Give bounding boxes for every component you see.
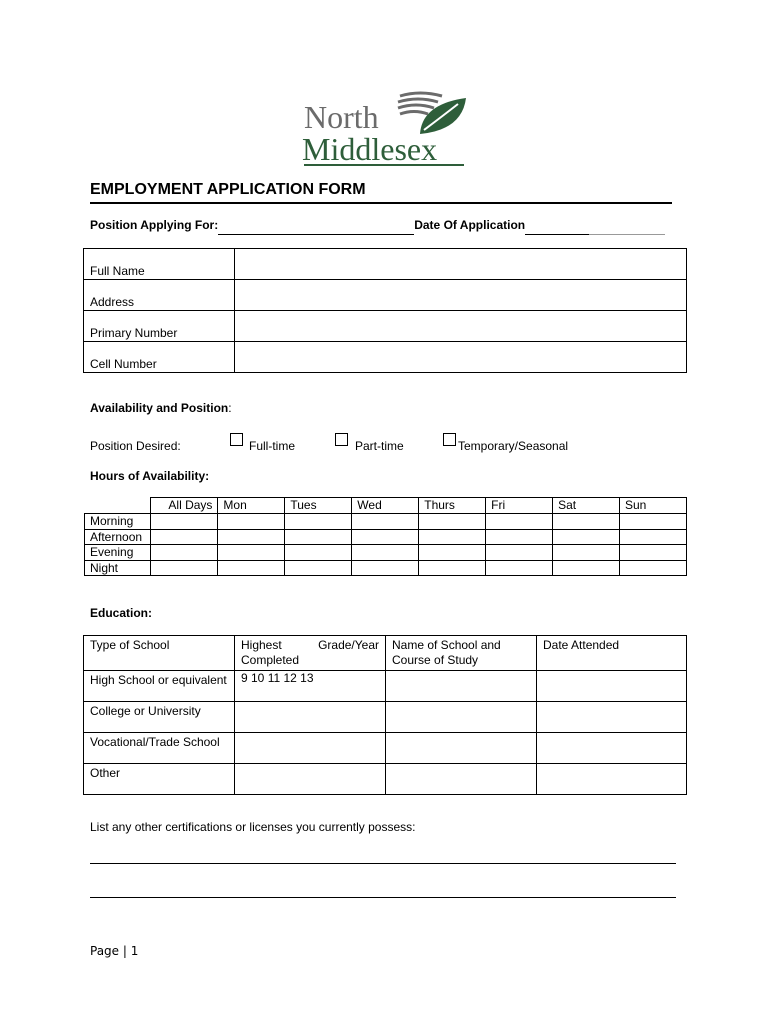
- hours-row-morning: [85, 514, 687, 530]
- col-sun: Sun: [620, 498, 687, 514]
- logo-word-north: North: [304, 99, 379, 135]
- col-all-days: All Days: [151, 498, 218, 514]
- row-type-other: Other: [84, 764, 235, 795]
- header-type-of-school: Type of School: [84, 636, 235, 671]
- grade-options[interactable]: 9 10 11 12 13: [235, 671, 386, 702]
- hours-cell[interactable]: [486, 545, 553, 561]
- hours-cell[interactable]: [620, 529, 687, 545]
- school-name-cell[interactable]: [386, 733, 537, 764]
- date-of-application-label: Date Of Application: [414, 218, 526, 232]
- hours-cell[interactable]: [419, 529, 486, 545]
- header-grade-completed: Completed: [241, 653, 300, 667]
- header-date-attended: Date Attended: [537, 636, 687, 671]
- temporary-seasonal-label: Temporary/Seasonal: [458, 439, 569, 453]
- cell-number-label: Cell Number: [84, 342, 235, 373]
- primary-number-label: Primary Number: [84, 311, 235, 342]
- hours-cell[interactable]: [352, 545, 419, 561]
- hours-row-night: [85, 560, 687, 576]
- school-name-cell[interactable]: [386, 702, 537, 733]
- form-title-row: [90, 180, 672, 204]
- education-row: [84, 702, 687, 733]
- hours-table: [84, 497, 687, 576]
- row-type-high-school: High School or equivalent: [84, 671, 235, 702]
- education-row: [84, 671, 687, 702]
- table-row: [84, 342, 687, 373]
- hours-cell[interactable]: [620, 514, 687, 530]
- north-middlesex-logo: [302, 90, 472, 168]
- col-wed: Wed: [352, 498, 419, 514]
- logo-graphic: [302, 90, 472, 168]
- position-applying-field[interactable]: [218, 220, 414, 235]
- position-date-row: [90, 218, 665, 235]
- hours-cell[interactable]: [151, 545, 218, 561]
- hours-cell[interactable]: [218, 545, 285, 561]
- certifications-line-2[interactable]: [90, 897, 676, 898]
- hours-cell[interactable]: [419, 560, 486, 576]
- row-type-college: College or University: [84, 702, 235, 733]
- grade-cell[interactable]: [235, 733, 386, 764]
- header-school-name: Name of School and Course of Study: [386, 636, 537, 671]
- hours-cell[interactable]: [352, 560, 419, 576]
- primary-number-field[interactable]: [235, 311, 687, 342]
- education-row: [84, 733, 687, 764]
- hours-cell[interactable]: [553, 514, 620, 530]
- hours-cell[interactable]: [285, 529, 352, 545]
- header-grade: [235, 636, 386, 671]
- education-header-row: [84, 636, 687, 671]
- temporary-seasonal-checkbox[interactable]: [443, 433, 456, 446]
- hours-cell[interactable]: [285, 545, 352, 561]
- hours-cell[interactable]: [218, 529, 285, 545]
- school-name-cell[interactable]: [386, 671, 537, 702]
- grade-cell[interactable]: [235, 764, 386, 795]
- hours-cell[interactable]: [486, 529, 553, 545]
- education-row: [84, 764, 687, 795]
- position-applying-label: Position Applying For:: [90, 218, 219, 232]
- school-name-cell[interactable]: [386, 764, 537, 795]
- row-label-afternoon: Afternoon: [85, 529, 151, 545]
- col-thurs: Thurs: [419, 498, 486, 514]
- hours-cell[interactable]: [620, 560, 687, 576]
- hours-cell[interactable]: [218, 560, 285, 576]
- availability-heading-row: [90, 401, 232, 415]
- header-grade-highest: Highest: [241, 638, 282, 652]
- hours-cell[interactable]: [151, 514, 218, 530]
- hours-row-evening: [85, 545, 687, 561]
- hours-cell[interactable]: [352, 514, 419, 530]
- hours-header-row: [85, 498, 687, 514]
- hours-cell[interactable]: [553, 545, 620, 561]
- certifications-prompt: List any other certifications or licenses you currently possess:: [90, 820, 416, 834]
- hours-cell[interactable]: [151, 560, 218, 576]
- availability-heading-colon: :: [228, 401, 232, 415]
- col-fri: Fri: [486, 498, 553, 514]
- hours-cell[interactable]: [486, 560, 553, 576]
- hours-cell[interactable]: [553, 560, 620, 576]
- hours-cell[interactable]: [419, 545, 486, 561]
- hours-row-afternoon: [85, 529, 687, 545]
- hours-cell[interactable]: [620, 545, 687, 561]
- hours-cell[interactable]: [151, 529, 218, 545]
- date-of-application-field[interactable]: [525, 220, 589, 235]
- hours-cell[interactable]: [486, 514, 553, 530]
- hours-corner-cell: [85, 498, 151, 514]
- row-label-evening: Evening: [85, 545, 151, 561]
- full-time-label: Full-time: [249, 439, 296, 453]
- logo-word-middlesex: Middlesex: [302, 131, 438, 167]
- education-heading: Education:: [90, 606, 152, 620]
- header-grade-year: Grade/Year: [318, 638, 379, 652]
- full-name-label: Full Name: [84, 249, 235, 280]
- full-time-checkbox[interactable]: [230, 433, 243, 446]
- address-field[interactable]: [235, 280, 687, 311]
- date-attended-cell[interactable]: [537, 702, 687, 733]
- date-attended-cell[interactable]: [537, 671, 687, 702]
- page-number: Page | 1: [90, 944, 139, 958]
- form-title: EMPLOYMENT APPLICATION FORM: [90, 181, 366, 198]
- date-of-application-field-tail: [589, 220, 665, 235]
- row-label-night: Night: [85, 560, 151, 576]
- hours-cell[interactable]: [553, 529, 620, 545]
- table-row: [84, 249, 687, 280]
- date-attended-cell[interactable]: [537, 764, 687, 795]
- cell-number-field[interactable]: [235, 342, 687, 373]
- table-row: [84, 311, 687, 342]
- col-mon: Mon: [218, 498, 285, 514]
- col-sat: Sat: [553, 498, 620, 514]
- availability-heading: Availability and Position: [90, 401, 229, 415]
- position-desired-label: Position Desired:: [90, 439, 181, 453]
- hours-cell[interactable]: [419, 514, 486, 530]
- row-label-morning: Morning: [85, 514, 151, 530]
- education-table: [83, 635, 687, 795]
- part-time-checkbox[interactable]: [335, 433, 348, 446]
- full-name-field[interactable]: [235, 249, 687, 280]
- part-time-label: Part-time: [355, 439, 404, 453]
- row-type-vocational: Vocational/Trade School: [84, 733, 235, 764]
- address-label: Address: [84, 280, 235, 311]
- hours-cell[interactable]: [218, 514, 285, 530]
- personal-info-table: [83, 248, 687, 373]
- col-tues: Tues: [285, 498, 352, 514]
- date-attended-cell[interactable]: [537, 733, 687, 764]
- certifications-line-1[interactable]: [90, 863, 676, 864]
- table-row: [84, 280, 687, 311]
- hours-cell[interactable]: [285, 560, 352, 576]
- hours-heading: Hours of Availability:: [90, 469, 210, 483]
- hours-cell[interactable]: [352, 529, 419, 545]
- hours-cell[interactable]: [285, 514, 352, 530]
- grade-cell[interactable]: [235, 702, 386, 733]
